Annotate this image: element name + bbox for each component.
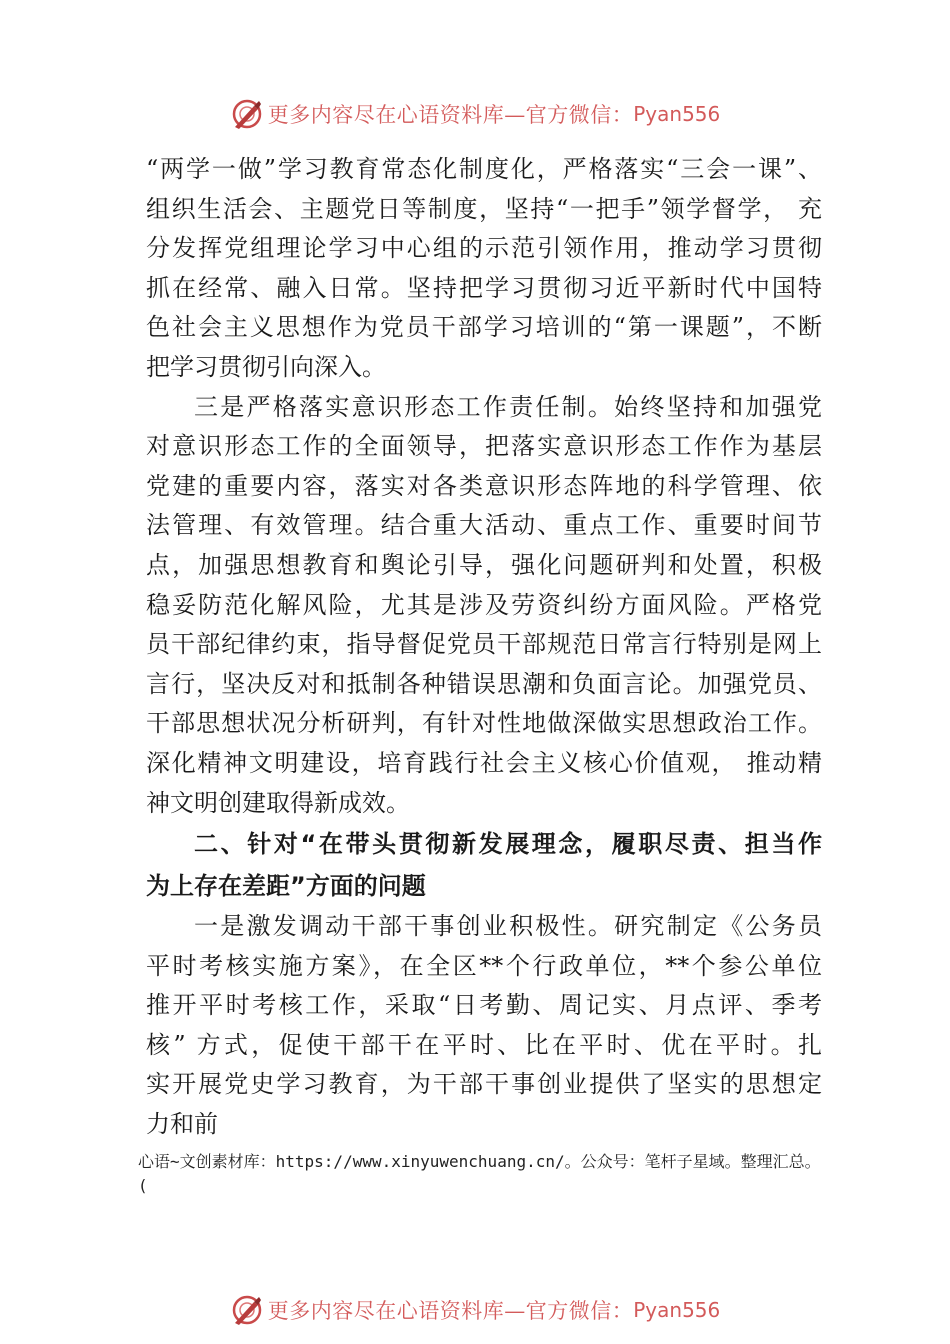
footnote-line: ( — [138, 1176, 148, 1195]
section-heading: 二、针对“在带头贯彻新发展理念，履职尽责、担当作 — [194, 830, 822, 859]
watermark-text: 更多内容尽在心语资料库—官方微信： — [267, 1299, 634, 1323]
body-line: 点，加强思想教育和舆论引导，强化问题研判和处置，积极 — [146, 550, 822, 579]
body-line: 稳妥防范化解风险，尤其是涉及劳资纠纷方面风险。严格党 — [146, 590, 822, 619]
body-line: 言行，坚决反对和抵制各种错误思潮和负面言论。加强党员、 — [146, 669, 822, 698]
body-line: 一是激发调动干部干事创业积极性。研究制定《公务员 — [194, 912, 822, 941]
body-line: 神文明创建取得新成效。 — [146, 788, 410, 817]
body-line: 对意识形态工作的全面领导，把落实意识形态工作作为基层 — [146, 432, 822, 461]
watermark-text: 更多内容尽在心语资料库—官方微信： — [267, 103, 634, 127]
pen-logo-icon — [230, 1293, 264, 1327]
footnote-line: 心语~文创素材库：https://www.xinyuwenchuang.cn/。公众号：笔杆子星域。整理汇总。 — [138, 1152, 821, 1171]
body-line: 色社会主义思想作为党员干部学习培训的“第一课题”，不断 — [146, 313, 822, 342]
body-line: 实开展党史学习教育，为干部干事创业提供了坚实的思想定 — [146, 1070, 822, 1099]
body-line: 三是严格落实意识形态工作责任制。始终坚持和加强党 — [194, 392, 822, 421]
body-line: 员干部纪律约束，指导督促党员干部规范日常言行特别是网上 — [146, 630, 822, 659]
body-line: 组织生活会、主题党日等制度，坚持“一把手”领学督学， 充 — [146, 194, 822, 223]
body-line: 核” 方式，促使干部干在平时、比在平时、优在平时。扎 — [146, 1030, 822, 1059]
watermark-wechat-id: Pyan556 — [633, 1298, 721, 1322]
source-footnote — [138, 1150, 838, 1198]
body-line: “两学一做”学习教育常态化制度化，严格落实“三会一课”、 — [146, 155, 822, 183]
body-line: 党建的重要内容，落实对各类意识形态阵地的科学管理、依 — [146, 471, 822, 500]
body-line: 法管理、有效管理。结合重大活动、重点工作、重要时间节 — [146, 511, 822, 540]
body-line: 深化精神文明建设，培育践行社会主义核心价值观， 推动精 — [146, 748, 822, 777]
body-line: 推开平时考核工作，采取“日考勤、周记实、月点评、季考 — [146, 991, 822, 1020]
body-line: 平时考核实施方案》，在全区**个行政单位，**个参公单位 — [146, 951, 822, 980]
section-heading: 为上存在差距”方面的问题 — [146, 872, 426, 901]
watermark-header — [0, 94, 950, 134]
document-body — [146, 150, 822, 1145]
pen-logo-icon — [230, 97, 264, 131]
watermark-footer — [0, 1290, 950, 1330]
watermark-wechat-id: Pyan556 — [633, 102, 721, 126]
body-line: 分发挥党组理论学习中心组的示范引领作用，推动学习贯彻 — [146, 234, 822, 263]
body-line: 力和前 — [146, 1110, 218, 1139]
body-line: 把学习贯彻引向深入。 — [146, 352, 386, 381]
body-line: 干部思想状况分析研判，有针对性地做深做实思想政治工作。 — [146, 709, 822, 738]
body-line: 抓在经常、融入日常。坚持把学习贯彻习近平新时代中国特 — [146, 273, 822, 302]
